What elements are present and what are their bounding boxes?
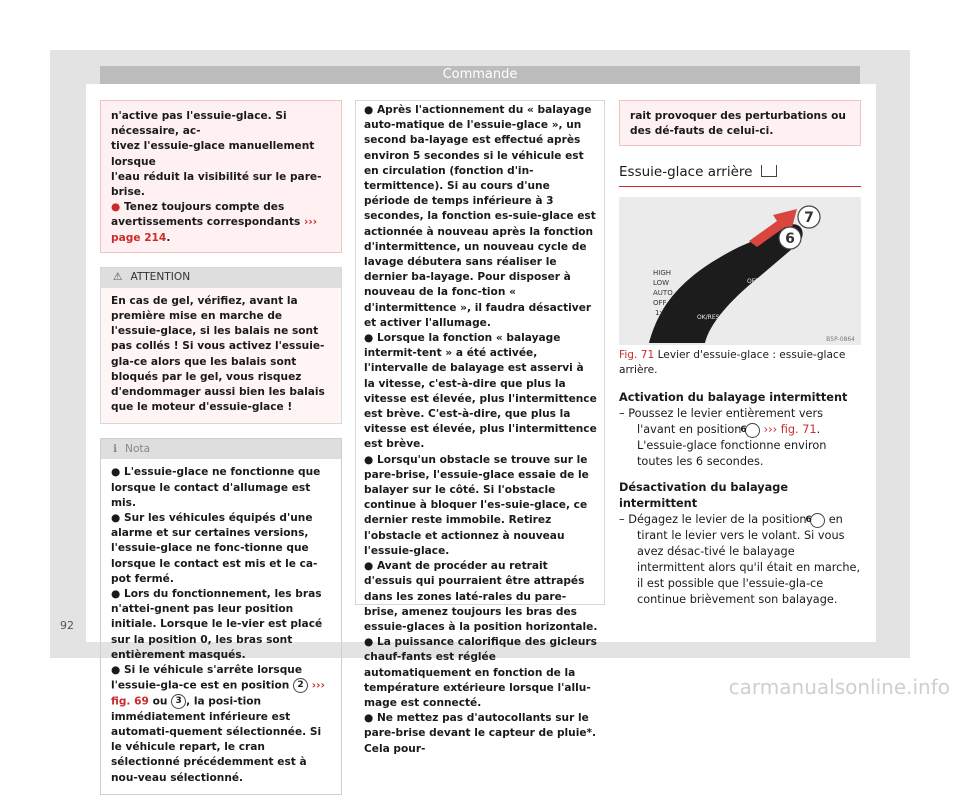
- note-body: [101, 459, 341, 793]
- label-low: LOW: [653, 279, 670, 287]
- figure-wiper-lever: [619, 197, 861, 345]
- page-number: 92: [60, 619, 74, 632]
- column-3-top: [619, 100, 861, 146]
- activation-step: – Poussez le levier entièrement vers l'avant en position 6 ››› fig. 71. L'essuie-glace fonctionne environ toutes les 6 secondes.: [619, 407, 827, 468]
- note-header: ℹ Nota: [101, 439, 341, 459]
- info-icon: ℹ: [113, 442, 118, 455]
- column-1: [100, 100, 342, 795]
- warning-continuation-box: [100, 100, 342, 253]
- label-auto: AUTO: [653, 289, 673, 297]
- note-bullet: ● Après l'actionnement du « balayage auto-matique de l'essuie-glace », un second ba-layage est effectué après environ 5 secondes si le véhicule est en circulation (fonction d'in-termittence). Si au cours d'une période de temps inférieure à 3 secondes, la fonction es-suie-glace est actionnée à nouveau après la fonction d'intermittence, un nouveau cycle de lavage débutera sans réaliser le dernier ba-layage. Pour disposer à nouveau de la fonc-tion « d'intermittence », il faudra désactiver et activer l'allumage.: [364, 104, 596, 329]
- deactivation-title: Désactivation du balayage intermittent: [619, 481, 789, 510]
- page-link[interactable]: page 214: [111, 231, 167, 244]
- label-1x: 1x: [655, 309, 664, 317]
- note-continued-body: [364, 103, 598, 757]
- label-ok-reset: OK/RESET: [697, 314, 727, 321]
- figure-number: Fig. 71: [619, 349, 655, 361]
- attention-header: ⚠ ATTENTION: [101, 268, 341, 288]
- pink-line: n'active pas l'essuie-glace. Si nécessaire, ac-: [111, 110, 287, 138]
- note-bullet: ● L'essuie-glace ne fonctionne que lorsque le contact d'allumage est mis.: [111, 466, 321, 509]
- figure-link[interactable]: fig. 71: [780, 423, 817, 436]
- warning-continuation-box: rait provoquer des perturbations ou des dé-fauts de celui-ci.: [619, 100, 861, 146]
- pink-line: tivez l'essuie-glace manuellement lorsque: [111, 140, 315, 168]
- rear-wiper-icon: [761, 165, 777, 177]
- callout-7: 7: [804, 210, 814, 226]
- label-high: HIGH: [653, 269, 672, 277]
- callout-6: 6: [785, 231, 795, 247]
- column-2-note: [355, 100, 605, 755]
- deactivation-step: – Dégagez le levier de la position 6 en tirant le levier vers le volant. Si vous avez désac-tivé le balayage intermittent alors qu'il était en marche, il est possible que l'essuie-gla-ce continue brièvement son balayage.: [619, 513, 861, 606]
- attention-box: [100, 267, 342, 425]
- figure-caption: Fig. 71 Levier d'essuie-glace : essuie-glace arrière.: [619, 349, 846, 376]
- wiper-lever-illustration: [619, 197, 861, 345]
- note-bullet: ● Lorsque la fonction « balayage intermit-tent » a été activée, l'intervalle de balayage est asservi à la vitesse, c'est-à-dire que plus la vitesse est élevée, plus l'intermittence est brève. C'est-à-dire, que plus la vitesse est élevée, plus l'intermittence est brève.: [364, 332, 597, 451]
- instructions: [619, 390, 861, 608]
- note-bullet: ● Sur les véhicules équipés d'une alarme et sur certaines versions, l'essuie-glace ne fonc-tionne que lorsque le contact est mis et le ca-pot fermé.: [111, 512, 318, 585]
- page-header: Commande: [100, 66, 860, 84]
- note-bullet: ● Avant de procéder au retrait d'essuis qui pourraient être attrapés dans les zones laté-rales du pare-brise, amenez toujours les bras des essuie-glaces à la position horizontale.: [364, 560, 598, 633]
- figure-link[interactable]: fig. 69: [111, 695, 149, 708]
- label-off: OFF: [653, 299, 667, 307]
- note-box: [100, 438, 342, 794]
- watermark: carmanualsonline.info: [728, 675, 950, 699]
- note-bullet: ● Lors du fonctionnement, les bras n'attei-gnent pas leur position initiale. Lorsque le le-vier est placé sur la position 0, les bras sont entièrement masqués.: [111, 588, 323, 661]
- attention-text: En cas de gel, vérifiez, avant la première mise en marche de l'essuie-glace, si les balais ne sont pas collés ! Si vous activez l'essuie-gla-ce alors que les balais sont bloqués par le gel, vous risquez d'endommager aussi bien les balais que le moteur d'essuie-glace !: [101, 288, 341, 424]
- activation-title: Activation du balayage intermittent: [619, 391, 848, 404]
- note-bullet: ● La puissance calorifique des gicleurs chauf-fants est réglée automatiquement en fonction de la température extérieure lorsque l'allu-mage est connecté.: [364, 636, 597, 709]
- note-bullet: ● Ne mettez pas d'autocollants sur le pare-brise devant le capteur de pluie*. Cela pour-: [364, 712, 597, 755]
- warning-icon: ⚠: [113, 271, 123, 284]
- label-off-rear: OFF: [747, 278, 759, 285]
- section-title: Essuie-glace arrière: [619, 164, 861, 187]
- pink-bullet: ● Tenez toujours compte des avertissements correspondants ››› page 214.: [111, 201, 318, 244]
- pink-line: l'eau réduit la visibilité sur le pare-brise.: [111, 170, 322, 199]
- note-bullet: ● Lorsqu'un obstacle se trouve sur le pare-brise, l'essuie-glace essaie de le balayer sur le côté. Si l'obstacle continue à bloquer l'es-suie-glace, ce dernier reste immobile. Retirez l'obstacle et actionnez à nouveau l'essuie-glace.: [364, 453, 589, 557]
- figure-code: B5P-0864: [826, 336, 855, 343]
- note-bullet: ● Si le véhicule s'arrête lorsque l'essuie-gla-ce est en position 2 ››› fig. 69 ou 3 , la posi-tion immédiatement inférieure est automati-quement sélectionnée. Si le véhicule repart, le cran sélectionné précédemment est à nou-veau sélectionné.: [111, 664, 325, 784]
